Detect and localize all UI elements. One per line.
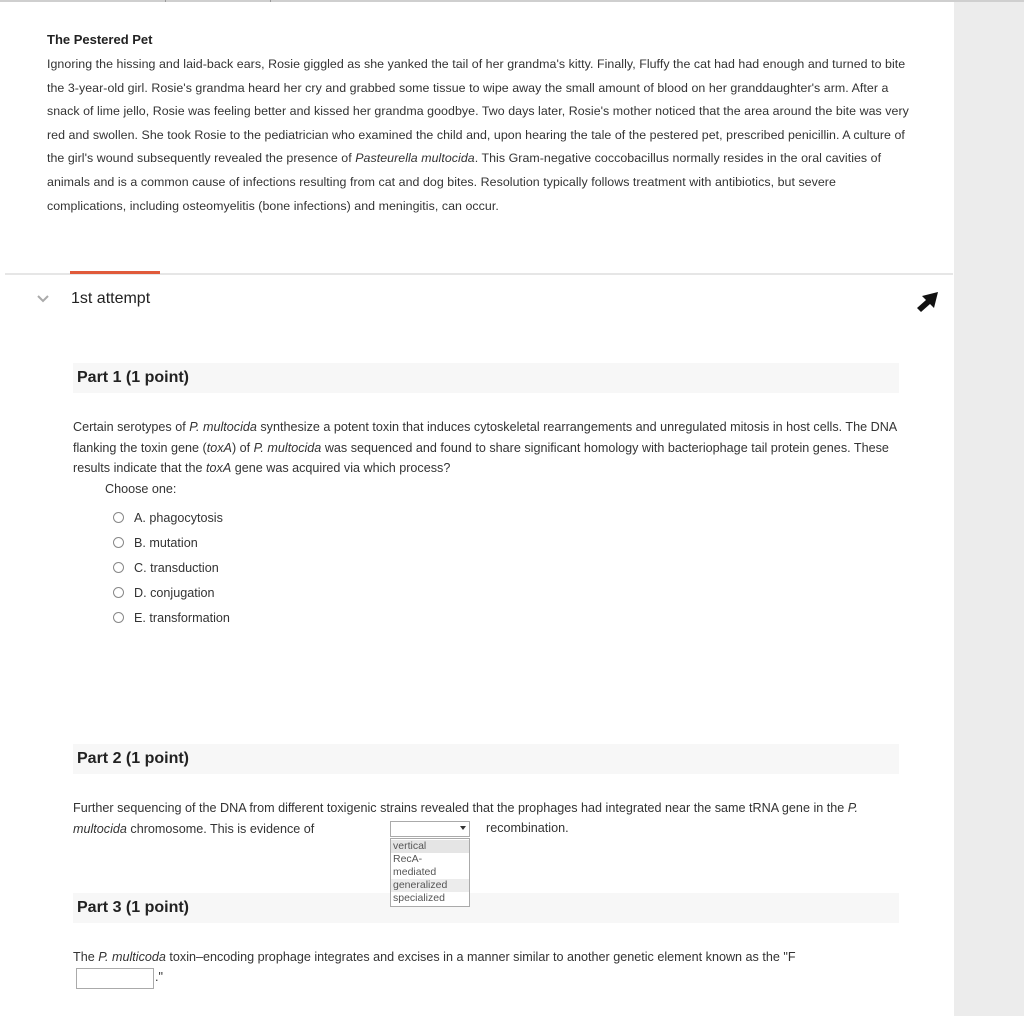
active-tab-indicator — [70, 271, 160, 274]
passage — [47, 30, 912, 218]
passage-body: Ignoring the hissing and laid-back ears, Rosie giggled as she yanked the tail of her grandma's kitty. Finally, Fluffy the cat had had enough and turned to bite the 3-year-old girl. Rosie's grandma heard her cry and grabbed some tissue to wipe away the small amount of blood on her granddaughter's arm. After a snack of lime jello, Rosie was feeling better and kissed her grandma goodbye. Two days later, Rosie's mother noticed that the area around the bite was very red and swollen. She took Rosie to the pediatrician who examined the child and, upon hearing the tale of the pestered pet, prescribed penicillin. A culture of the girl's wound subsequently revealed the presence of Pasteurella multocida. This Gram-negative coccobacillus normally resides in the oral cavities of animals and is a common cause of infections resulting from cat and dog bites. Resolution typically follows treatment with antibiotics, but severe complications, including osteomyelitis (bone infections) and meningitis, can occur. — [47, 57, 909, 213]
dropdown-option-generalized[interactable]: generalized — [391, 879, 469, 892]
part3-question: The P. multicoda toxin–encoding prophage integrates and excises in a manner similar to another genetic element known as the "F — [73, 950, 796, 964]
option-e[interactable]: E. transformation — [113, 605, 230, 630]
radio-button[interactable] — [113, 537, 124, 548]
recombination-type-select[interactable] — [390, 821, 470, 837]
dropdown-option-mediated[interactable]: mediated — [393, 866, 437, 878]
after-select-text: recombination. — [486, 821, 569, 835]
option-c[interactable]: C. transduction — [113, 555, 230, 580]
after-input-text: ." — [155, 970, 163, 984]
part1-header — [73, 363, 899, 393]
dropdown-option-vertical[interactable]: vertical — [391, 840, 469, 853]
radio-button[interactable] — [113, 512, 124, 523]
choose-one-label: Choose one: — [105, 482, 177, 496]
dropdown-arrow-icon[interactable] — [460, 826, 466, 830]
part2-question: Further sequencing of the DNA from different toxigenic strains revealed that the prophages had integrated near the same tRNA gene in the P. multocida chromosome. This is evidence of — [73, 801, 859, 836]
dropdown-option-reca[interactable]: RecA- — [393, 853, 423, 865]
pin-icon[interactable] — [914, 288, 944, 314]
dropdown-option-specialized[interactable]: specialized — [393, 892, 445, 904]
radio-button[interactable] — [113, 612, 124, 623]
part2-heading: Part 2 (1 point) — [77, 750, 190, 767]
part1-heading: Part 1 (1 point) — [77, 369, 190, 386]
f-element-answer-input[interactable] — [76, 968, 154, 989]
passage-title: The Pestered Pet — [47, 32, 153, 47]
option-b[interactable]: B. mutation — [113, 530, 230, 555]
chevron-down-icon[interactable] — [36, 292, 50, 306]
option-d[interactable]: D. conjugation — [113, 580, 230, 605]
attempt-label: 1st attempt — [71, 290, 151, 307]
part3-heading: Part 3 (1 point) — [77, 899, 190, 916]
part3-header — [73, 893, 899, 923]
dropdown-options — [390, 838, 470, 907]
answer-options — [113, 505, 230, 630]
radio-button[interactable] — [113, 587, 124, 598]
part2-header — [73, 744, 899, 774]
option-a[interactable]: A. phagocytosis — [113, 505, 230, 530]
attempt-header[interactable] — [36, 288, 946, 312]
right-rail — [954, 2, 1024, 1016]
radio-button[interactable] — [113, 562, 124, 573]
part1-question: Certain serotypes of P. multocida synthesize a potent toxin that induces cytoskeletal rearrangements and unregulated mitosis in host cells. The DNA flanking the toxin gene (toxA) of P. multocida was sequenced and found to share significant homology with bacteriophage tail protein genes. These results indicate that the toxA gene was acquired via which process? — [73, 420, 897, 475]
